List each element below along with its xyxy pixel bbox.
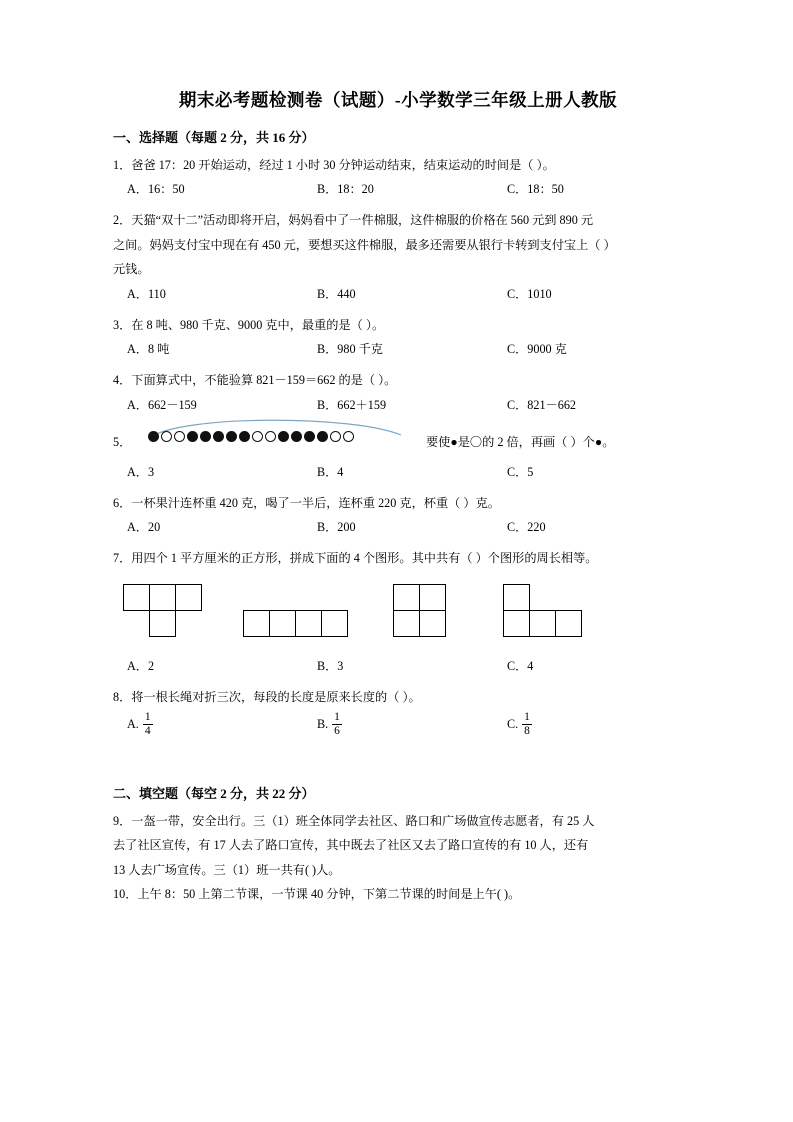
question-2-line-3: 元钱。 [113, 262, 150, 277]
option-b[interactable]: B．980 千克 [316, 342, 383, 357]
bead-filled-icon [291, 431, 302, 442]
option-a[interactable]: A．16：50 [127, 182, 185, 197]
question-9-line-3: 13 人去广场宣传。三（1）班一共有( )人。 [113, 862, 341, 877]
question-5-number: 5． [113, 434, 132, 449]
bead-filled-icon [317, 431, 328, 442]
question-1-body: 爸爸 17：20 开始运动，经过 1 小时 30 分钟运动结束，结束运动的时间是（ ）。 [131, 157, 555, 172]
question-4-text [113, 369, 683, 392]
question-5-body: 要使●是〇的 2 倍，再画（ ）个●。 [426, 434, 615, 449]
bead-filled-icon [200, 431, 211, 442]
document-content [113, 88, 683, 908]
option-b-label: B. [316, 716, 329, 731]
option-c[interactable]: C．9000 克 [506, 342, 567, 357]
question-3-text [113, 314, 683, 337]
bead-filled-icon [278, 431, 289, 442]
fraction-one-eighth [522, 711, 532, 738]
question-10-body: 上午 8：50 上第二节课，一节课 40 分钟，下第二节课的时间是上午( )。 [137, 887, 521, 902]
question-8-body: 将一根长绳对折三次，每段的长度是原来长度的（ ）。 [131, 689, 421, 704]
option-b[interactable]: B．4 [316, 464, 344, 479]
bead-filled-icon [239, 431, 250, 442]
question-7-body: 用四个 1 平方厘米的正方形，拼成下面的 4 个图形。其中共有（ ）个图形的周长相等。 [131, 551, 598, 566]
option-b[interactable]: B．3 [316, 658, 344, 673]
question-6-number: 6． [113, 495, 132, 510]
question-5-row [113, 425, 683, 459]
option-a[interactable]: A．110 [127, 286, 166, 301]
option-b[interactable]: B．440 [316, 286, 356, 301]
question-9-line-3-row [113, 859, 683, 882]
bead-open-icon [343, 431, 354, 442]
option-a[interactable]: A．2 [127, 658, 155, 673]
bead-open-icon [330, 431, 341, 442]
bead-filled-icon [213, 431, 224, 442]
option-a[interactable]: A．3 [127, 464, 155, 479]
section-heading-fill-blank: 二、填空题（每空 2 分，共 22 分） [113, 785, 315, 801]
bead-filled-icon [148, 431, 159, 442]
fraction-denominator: 6 [334, 725, 340, 738]
option-a[interactable]: A．662－159 [127, 397, 197, 412]
fraction-one-sixth [332, 711, 342, 738]
option-b[interactable] [303, 711, 493, 738]
question-2-line-3-row [113, 258, 683, 281]
fraction-denominator: 8 [524, 725, 530, 738]
option-b[interactable]: B．662＋159 [316, 397, 387, 412]
fraction-one-fourth [143, 711, 153, 738]
bead-open-icon [174, 431, 185, 442]
question-4-body: 下面算式中，不能验算 821－159＝662 的是（ ）。 [131, 373, 397, 388]
bead-open-icon [252, 431, 263, 442]
option-a[interactable] [113, 711, 303, 738]
question-6-body: 一杯果汁连杯重 420 克，喝了一半后，连杯重 220 克，杯重（ ）克。 [131, 495, 500, 510]
option-b[interactable]: B．200 [316, 520, 356, 535]
fraction-numerator: 1 [144, 711, 151, 724]
bead-open-icon [265, 431, 276, 442]
option-a[interactable]: A．8 吨 [127, 342, 170, 357]
question-9-line-2: 去了社区宣传，有 17 人去了路口宣传，其中既去了社区又去了路口宣传的有 10 人，还有 [113, 838, 589, 853]
question-4-number: 4． [113, 373, 132, 388]
question-2-number: 2． [113, 213, 132, 228]
bead-diagram [148, 431, 354, 442]
question-10-text [113, 883, 683, 906]
question-7-text [113, 547, 683, 570]
bead-open-icon [161, 431, 172, 442]
fraction-denominator: 4 [144, 725, 151, 738]
question-8-number: 8． [113, 689, 132, 704]
bead-filled-icon [304, 431, 315, 442]
section-heading-choice: 一、选择题（每题 2 分，共 16 分） [113, 129, 315, 145]
question-9-text [113, 810, 683, 833]
question-10-number: 10． [113, 887, 138, 902]
question-3-body: 在 8 吨、980 千克、9000 克中，最重的是（ ）。 [131, 317, 385, 332]
bead-filled-icon [187, 431, 198, 442]
question-6-options [113, 517, 683, 539]
question-7-options [113, 656, 683, 678]
question-6-text [113, 492, 683, 515]
fraction-numerator: 1 [334, 711, 340, 724]
question-9-line-2-row [113, 834, 683, 857]
question-2-line-2-row [113, 234, 683, 257]
option-c[interactable]: C．821－662 [506, 397, 577, 412]
option-c-label: C. [506, 716, 519, 731]
option-c[interactable]: C．1010 [506, 286, 552, 301]
question-1-number: 1． [113, 157, 132, 172]
option-b[interactable]: B．18：20 [316, 182, 374, 197]
question-8-text [113, 686, 683, 709]
question-2-options [113, 284, 683, 306]
question-5-options [113, 462, 683, 484]
question-3-options [113, 339, 683, 361]
option-a[interactable]: A．20 [127, 520, 161, 535]
page-title: 期末必考题检测卷（试题）-小学数学三年级上册人教版 [178, 90, 618, 110]
fraction-numerator: 1 [524, 711, 530, 724]
question-7-number: 7． [113, 551, 132, 566]
option-c[interactable]: C．18：50 [506, 182, 564, 197]
question-1-text [113, 154, 683, 177]
option-a-label: A. [127, 716, 139, 731]
question-9-number: 9． [113, 813, 132, 828]
question-2-line-1: 天猫“双十二”活动即将开启，妈妈看中了一件棉服，这件棉服的价格在 560 元到 890 元 [131, 213, 594, 228]
option-c[interactable] [493, 711, 683, 738]
option-c[interactable]: C．220 [506, 520, 546, 535]
shape-figures [113, 580, 683, 650]
question-2-line-2: 之间。妈妈支付宝中现在有 450 元，要想买这件棉服，最多还需要从银行卡转到支付宝上（ ） [113, 237, 616, 252]
bead-filled-icon [226, 431, 237, 442]
question-3-number: 3． [113, 317, 132, 332]
question-2-text [113, 209, 683, 232]
question-4-options [113, 395, 683, 417]
question-9-line-1: 一盔一带，安全出行。三（1）班全体同学去社区、路口和广场做宣传志愿者，有 25 人 [131, 813, 595, 828]
option-c[interactable]: C．5 [506, 464, 534, 479]
question-1-options [113, 179, 683, 201]
question-8-options [113, 711, 683, 738]
option-c[interactable]: C．4 [506, 658, 534, 673]
